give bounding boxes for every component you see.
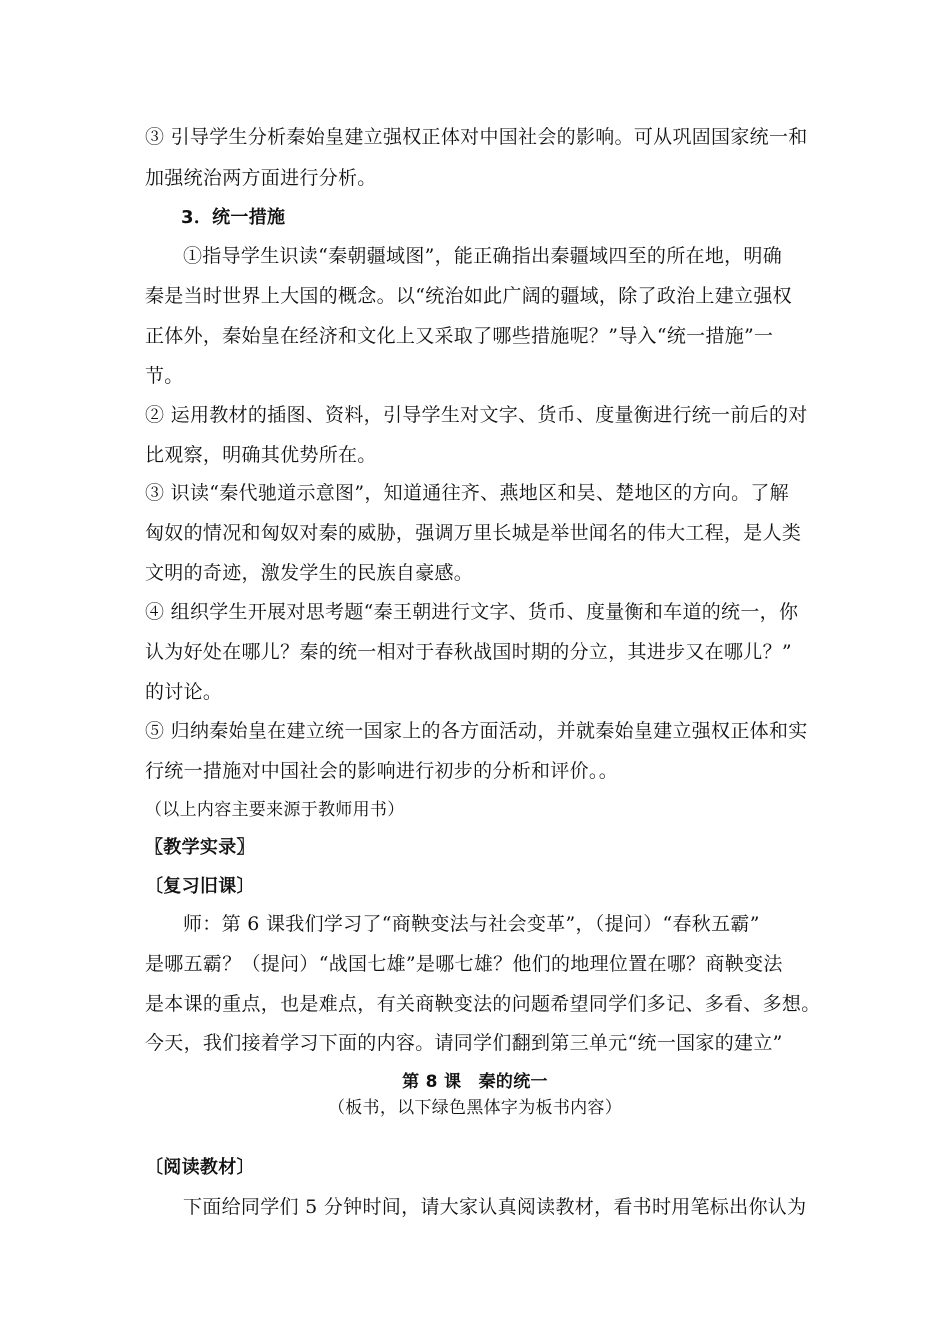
- section-heading-reading: 〔阅读教材〕: [145, 1157, 255, 1178]
- text-line: ①指导学生识读“秦朝疆域图”，能正确指出秦疆域四至的所在地，明确: [183, 245, 783, 267]
- board-note: （板书，以下绿色黑体字为板书内容）: [327, 1098, 623, 1118]
- text-line: 匈奴的情况和匈奴对秦的威胁，强调万里长城是举世闻名的伟大工程，是人类: [145, 522, 802, 544]
- text-line: 节。: [145, 365, 184, 387]
- source-note: （以上内容主要来源于教师用书）: [145, 800, 405, 820]
- text-line: 下面给同学们 5 分钟时间，请大家认真阅读教材，看书时用笔标出你认为: [183, 1196, 807, 1218]
- text-line: ② 运用教材的插图、资料，引导学生对文字、货币、度量衡进行统一前后的对: [145, 404, 808, 426]
- section-heading-review: 〔复习旧课〕: [145, 876, 255, 897]
- text-line: 师：第 6 课我们学习了“商鞅变法与社会变革”，（提问）“春秋五霸”: [183, 913, 760, 935]
- text-line: 行统一措施对中国社会的影响进行初步的分析和评价。。: [145, 760, 619, 782]
- lesson-title: 第 8 课 秦的统一: [402, 1072, 548, 1092]
- text-line: 比观察，明确其优势所在。: [145, 444, 377, 466]
- section-heading: 3．统一措施: [181, 207, 286, 228]
- text-line: ③ 识读“秦代驰道示意图”，知道通往齐、燕地区和吴、楚地区的方向。了解: [145, 482, 789, 504]
- text-line: 是哪五霸？（提问）“战国七雄”是哪七雄？他们的地理位置在哪？商鞅变法: [145, 953, 783, 975]
- text-line: ③ 引导学生分析秦始皇建立强权正体对中国社会的影响。可从巩固国家统一和: [145, 126, 808, 148]
- text-line: 正体外，秦始皇在经济和文化上又采取了哪些措施呢？”导入“统一措施”一: [145, 325, 774, 347]
- text-line: ④ 组织学生开展对思考题“秦王朝进行文字、货币、度量衡和车道的统一，你: [145, 601, 799, 623]
- text-line: 文明的奇迹，激发学生的民族自豪感。: [145, 562, 474, 584]
- text-line: 加强统治两方面进行分析。: [145, 167, 377, 189]
- text-line: 认为好处在哪儿？秦的统一相对于春秋战国时期的分立，其进步又在哪儿？”: [145, 641, 792, 663]
- text-line: 是本课的重点，也是难点，有关商鞅变法的问题希望同学们多记、多看、多想。: [145, 993, 821, 1015]
- section-heading-teaching-record: 〖教学实录〗: [145, 837, 255, 858]
- text-line: 秦是当时世界上大国的概念。以“统治如此广阔的疆域，除了政治上建立强权: [145, 285, 792, 307]
- text-line: ⑤ 归纳秦始皇在建立统一国家上的各方面活动，并就秦始皇建立强权正体和实: [145, 720, 808, 742]
- text-line: 今天，我们接着学习下面的内容。请同学们翻到第三单元“统一国家的建立”: [145, 1032, 783, 1054]
- text-line: 的讨论。: [145, 681, 223, 703]
